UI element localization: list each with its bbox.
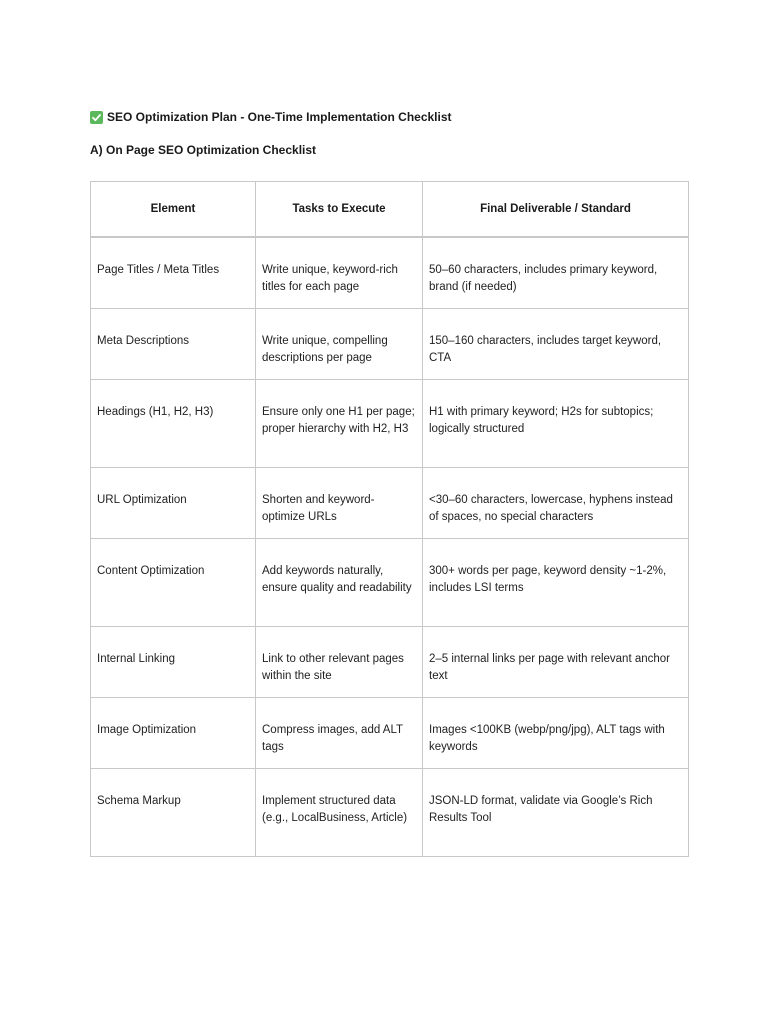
- cell-task: Compress images, add ALT tags: [256, 698, 423, 769]
- cell-element: Content Optimization: [91, 539, 256, 627]
- cell-task: Add keywords naturally, ensure quality and readability: [256, 539, 423, 627]
- check-mark-icon: [90, 111, 103, 124]
- cell-element: Internal Linking: [91, 627, 256, 698]
- column-header-tasks: Tasks to Execute: [256, 182, 423, 238]
- cell-task: Shorten and keyword-optimize URLs: [256, 468, 423, 539]
- table-row: [91, 237, 689, 309]
- cell-deliverable: 2–5 internal links per page with relevant anchor text: [423, 627, 689, 698]
- cell-deliverable: 300+ words per page, keyword density ~1-2%, includes LSI terms: [423, 539, 689, 627]
- cell-deliverable: H1 with primary keyword; H2s for subtopics; logically structured: [423, 380, 689, 468]
- column-header-deliverable: Final Deliverable / Standard: [423, 182, 689, 238]
- table-row: [91, 309, 689, 380]
- cell-deliverable: Images <100KB (webp/png/jpg), ALT tags with keywords: [423, 698, 689, 769]
- cell-element: Meta Descriptions: [91, 309, 256, 380]
- table-row: [91, 627, 689, 698]
- table-row: [91, 380, 689, 468]
- cell-element: URL Optimization: [91, 468, 256, 539]
- cell-element: Schema Markup: [91, 769, 256, 857]
- seo-checklist-table: [90, 181, 689, 857]
- cell-task: Write unique, compelling descriptions per page: [256, 309, 423, 380]
- cell-deliverable: <30–60 characters, lowercase, hyphens instead of spaces, no special characters: [423, 468, 689, 539]
- cell-task: Write unique, keyword-rich titles for each page: [256, 237, 423, 309]
- cell-task: Ensure only one H1 per page; proper hierarchy with H2, H3: [256, 380, 423, 468]
- cell-deliverable: JSON-LD format, validate via Google’s Rich Results Tool: [423, 769, 689, 857]
- table-header-row: [91, 182, 689, 238]
- cell-element: Headings (H1, H2, H3): [91, 380, 256, 468]
- table-row: [91, 468, 689, 539]
- table-row: [91, 698, 689, 769]
- cell-deliverable: 50–60 characters, includes primary keyword, brand (if needed): [423, 237, 689, 309]
- column-header-element: Element: [91, 182, 256, 238]
- cell-deliverable: 150–160 characters, includes target keyword, CTA: [423, 309, 689, 380]
- cell-element: Image Optimization: [91, 698, 256, 769]
- cell-task: Link to other relevant pages within the site: [256, 627, 423, 698]
- table-row: [91, 539, 689, 627]
- cell-task: Implement structured data (e.g., LocalBusiness, Article): [256, 769, 423, 857]
- document-title-text: SEO Optimization Plan - One-Time Implementation Checklist: [107, 110, 452, 124]
- section-title: A) On Page SEO Optimization Checklist: [90, 143, 317, 157]
- cell-element: Page Titles / Meta Titles: [91, 237, 256, 309]
- document-title: [90, 110, 452, 124]
- table-row: [91, 769, 689, 857]
